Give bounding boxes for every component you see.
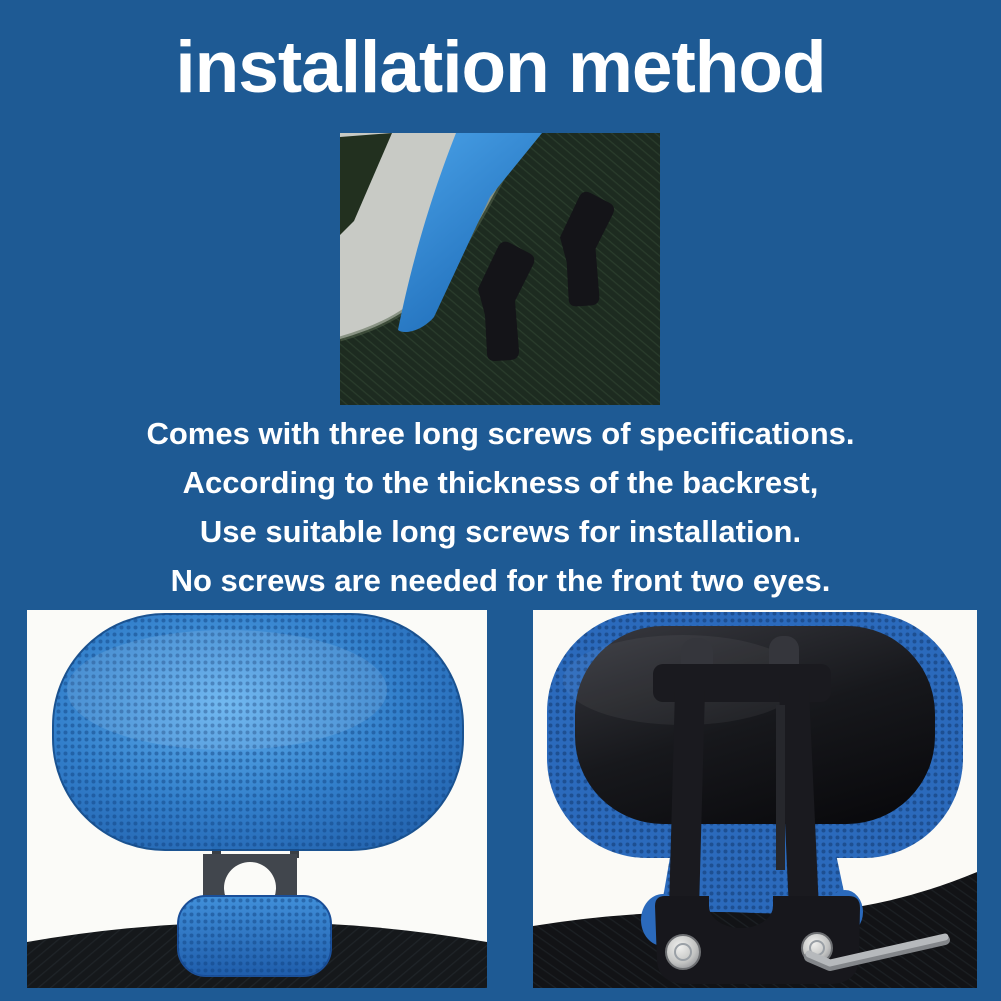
- headrest-back-shell: [563, 626, 935, 824]
- instruction-line: No screws are needed for the front two eyes.: [170, 563, 831, 598]
- clamp-cover-roll: [178, 896, 331, 976]
- screw-left: [666, 935, 700, 969]
- instruction-line: According to the thickness of the backrest,: [182, 465, 819, 500]
- instructions: [0, 409, 1001, 605]
- instruction-line: Use suitable long screws for installation.: [199, 514, 802, 549]
- headrest-front-photo: [27, 610, 487, 988]
- headrest-back-photo: [533, 610, 977, 988]
- page-title: installation method: [175, 27, 826, 108]
- headrest-pillow: [53, 614, 463, 850]
- instruction-line: Comes with three long screws of specifications.: [146, 416, 855, 451]
- clips-photo: [340, 133, 660, 405]
